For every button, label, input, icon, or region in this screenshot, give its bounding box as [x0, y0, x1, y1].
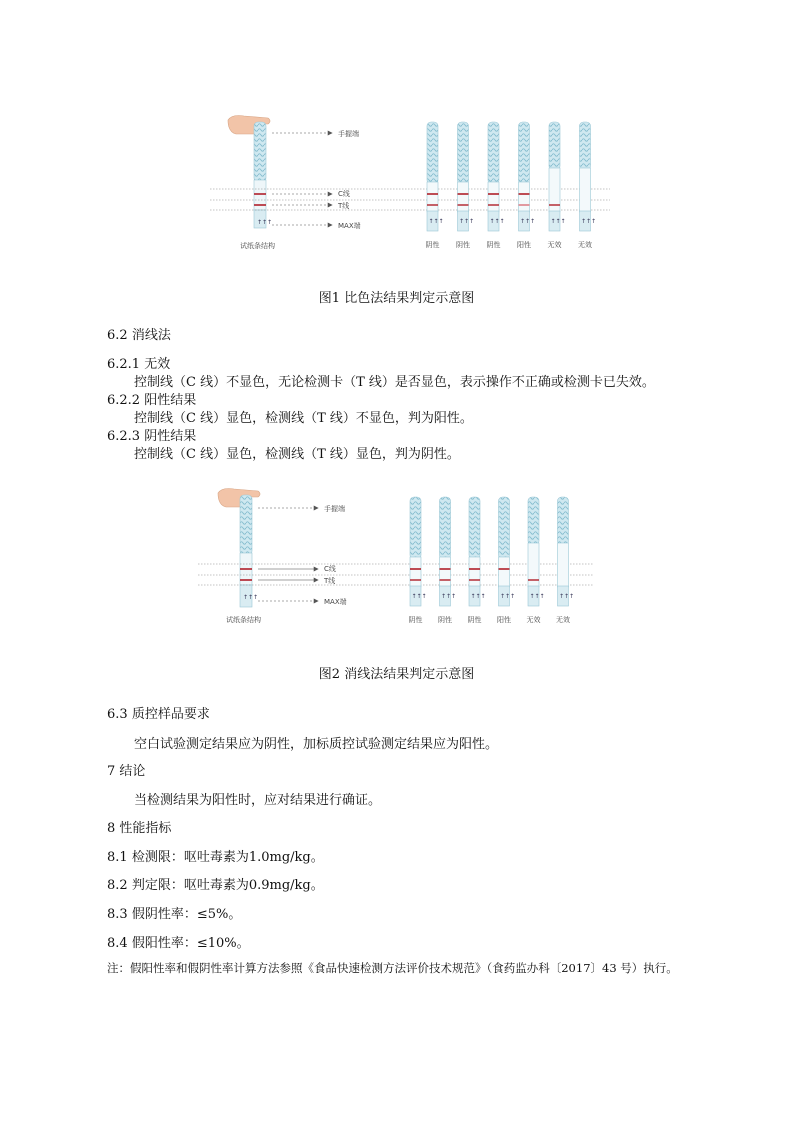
fig2-result-strips: [409, 497, 575, 624]
fig2-label-max: MAX端: [324, 598, 347, 606]
result-strip-2: [438, 497, 456, 624]
svg-text:↑↑↑: ↑↑↑: [411, 593, 427, 600]
result-strip-3: [468, 497, 486, 624]
reference-strip: [254, 122, 272, 228]
strip-label: 无效: [578, 241, 592, 249]
item-8-4: 8.4 假阳性率：≤10%。: [107, 936, 250, 951]
item-8-2: 8.2 判定限：呕吐毒素为0.9mg/kg。: [107, 878, 324, 893]
result-strip-1: [426, 122, 444, 249]
section-6-3-body: 空白试验测定结果应为阴性，加标质控试验测定结果应为阳性。: [134, 737, 499, 752]
section-6-3-heading: 6.3 质控样品要求: [107, 707, 210, 722]
result-strip-5: [548, 122, 566, 249]
figure-2-diagram: [198, 485, 598, 627]
strip-label: 无效: [526, 616, 541, 624]
fig2-label-c: C线: [324, 565, 336, 573]
result-strip-6: [578, 122, 596, 249]
reference-strip: [240, 495, 258, 607]
svg-text:↑↑↑: ↑↑↑: [459, 218, 475, 225]
result-strip-5: [527, 497, 545, 624]
figure-1-caption: 图1 比色法结果判定示意图: [318, 291, 475, 306]
svg-text:↑↑↑: ↑↑↑: [529, 593, 545, 600]
svg-text:↑↑↑: ↑↑↑: [428, 218, 444, 225]
strip-label: 无效: [556, 616, 570, 624]
svg-text:↑↑↑: ↑↑↑: [581, 218, 597, 225]
svg-text:↑↑↑: ↑↑↑: [257, 219, 273, 226]
svg-text:↑↑↑: ↑↑↑: [550, 218, 566, 225]
fig1-label-t: T线: [338, 202, 350, 210]
item-6-2-2-title: 6.2.2 阳性结果: [107, 393, 197, 408]
result-strip-6: [556, 497, 574, 624]
hand-icon: [218, 489, 260, 508]
section-6-2-heading: 6.2 消线法: [107, 328, 171, 343]
figure-1-diagram: [210, 112, 620, 257]
fig1-label-structure: 试纸条结构: [240, 242, 275, 250]
result-strip-4: [517, 122, 535, 249]
strip-label: 阳性: [517, 241, 531, 249]
strip-label: 阴性: [408, 616, 423, 624]
strip-label: 无效: [547, 241, 562, 249]
item-6-2-1-body: 控制线（C 线）不显色，无论检测卡（T 线）是否显色，表示操作不正确或检测卡已失效。: [134, 375, 655, 390]
svg-text:↑↑↑: ↑↑↑: [441, 593, 457, 600]
strip-label: 阳性: [497, 616, 511, 624]
result-strip-2: [456, 122, 474, 249]
strip-label: 阴性: [486, 241, 501, 249]
strip-label: 阴性: [467, 616, 482, 624]
item-6-2-3-title: 6.2.3 阴性结果: [107, 429, 197, 444]
strip-label: 阴性: [425, 241, 440, 249]
fig2-label-structure: 试纸条结构: [226, 616, 261, 624]
svg-text:↑↑↑: ↑↑↑: [470, 593, 486, 600]
svg-text:↑↑↑: ↑↑↑: [489, 218, 505, 225]
item-8-3: 8.3 假阴性率：≤5%。: [107, 907, 242, 922]
svg-text:↑↑↑: ↑↑↑: [520, 218, 536, 225]
strip-label: 阴性: [438, 616, 452, 624]
fig1-label-handle: 手握端: [338, 130, 359, 138]
result-strip-3: [487, 122, 505, 249]
item-6-2-2-body: 控制线（C 线）显色，检测线（T 线）不显色，判为阳性。: [134, 411, 473, 426]
result-strip-1: [409, 497, 427, 624]
item-8-1: 8.1 检测限：呕吐毒素为1.0mg/kg。: [107, 850, 324, 865]
result-strip-4: [497, 497, 515, 624]
fig2-label-handle: 手握端: [324, 505, 345, 513]
fig1-label-c: C线: [338, 190, 350, 198]
section-7-body: 当检测结果为阳性时，应对结果进行确证。: [134, 793, 382, 808]
footnote: 注：假阳性率和假阴性率计算方法参照《食品快速检测方法评价技术规范》（食药监办科〔2017〕43 号）执行。: [107, 961, 678, 975]
figure-2-caption: 图2 消线法结果判定示意图: [318, 667, 475, 682]
item-6-2-3-body: 控制线（C 线）显色，检测线（T 线）显色，判为阴性。: [134, 447, 460, 462]
svg-text:↑↑↑: ↑↑↑: [243, 594, 259, 601]
fig2-label-t: T线: [324, 577, 336, 585]
fig1-result-strips: [426, 122, 597, 249]
section-8-heading: 8 性能指标: [107, 821, 172, 836]
strip-label: 阴性: [456, 241, 470, 249]
fig1-label-max: MAX端: [338, 222, 361, 230]
svg-text:↑↑↑: ↑↑↑: [500, 593, 516, 600]
item-6-2-1-title: 6.2.1 无效: [107, 357, 171, 372]
section-7-heading: 7 结论: [107, 764, 146, 779]
svg-text:↑↑↑: ↑↑↑: [559, 593, 575, 600]
